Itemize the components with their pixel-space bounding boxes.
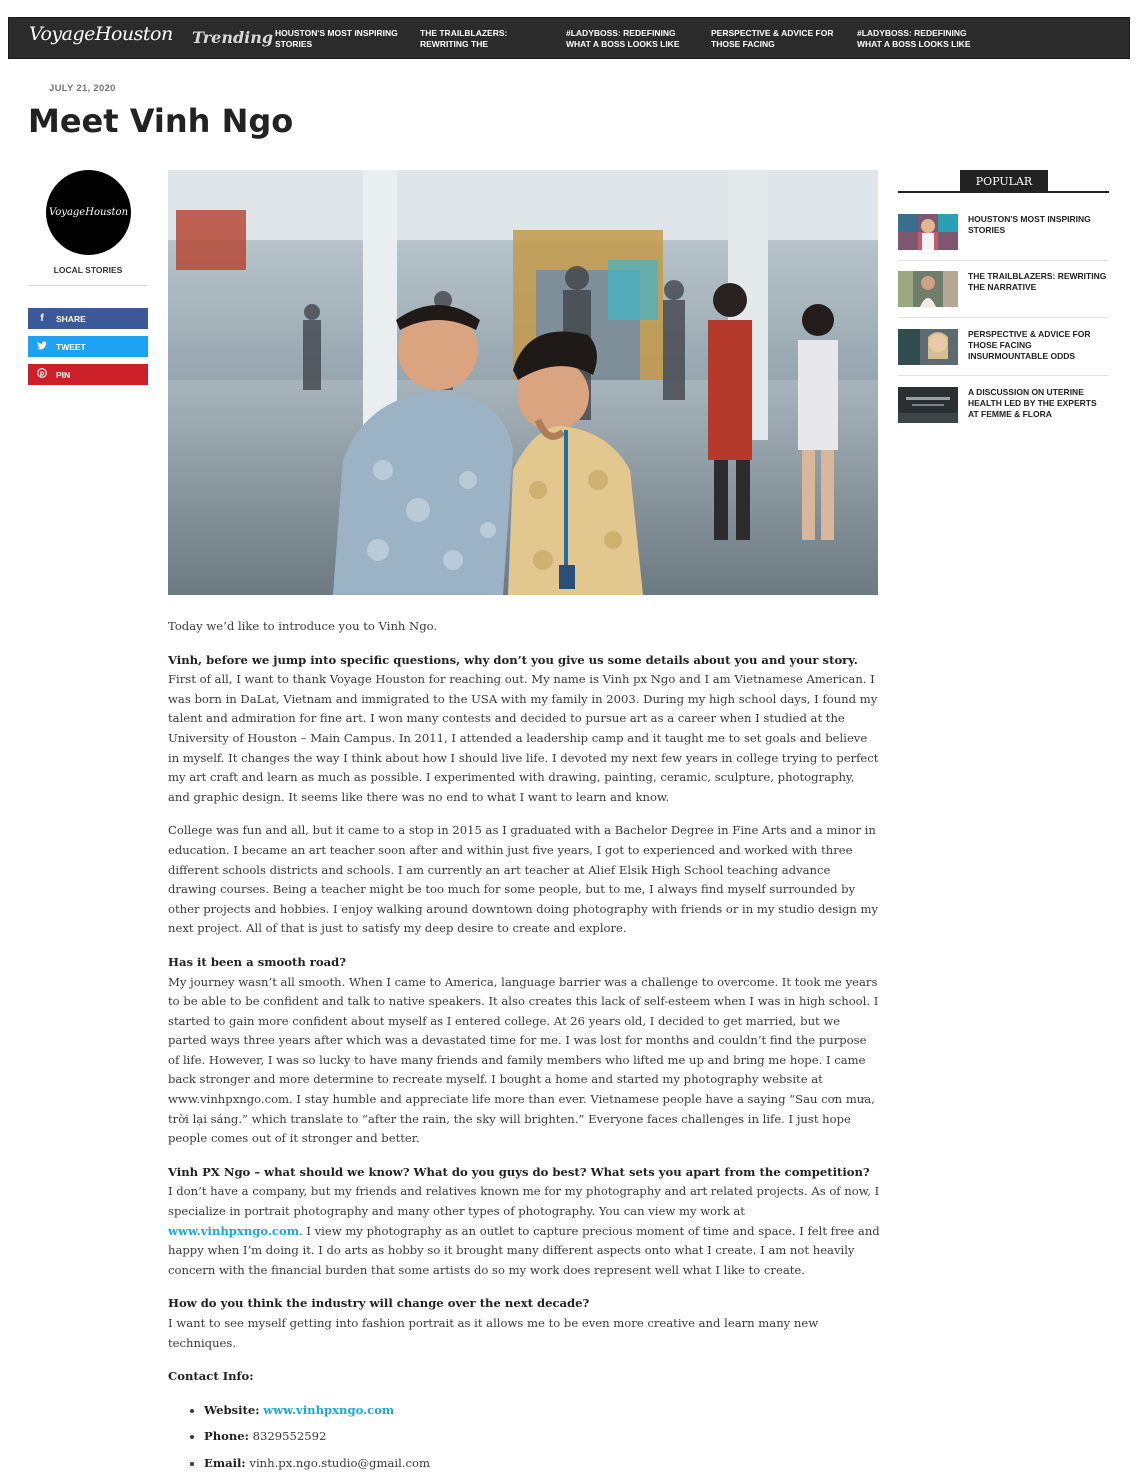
contact-email-value: vinh.px.ngo.studio@gmail.com (249, 1455, 430, 1470)
local-stories-label[interactable]: LOCAL STORIES (53, 265, 123, 275)
site-logo[interactable]: VoyageHouston (29, 23, 173, 45)
article-body (168, 617, 880, 1481)
question-4: How do you think the industry will change over the next decade? (168, 1296, 590, 1311)
trending-item-1[interactable]: HOUSTON'S MOST INSPIRING STORIES (275, 28, 398, 49)
popular-thumb-1[interactable] (898, 214, 958, 250)
contact-phone (204, 1427, 880, 1447)
trending-bar (8, 17, 1130, 59)
divider (28, 285, 148, 286)
answer-1: First of all, I want to thank Voyage Houston for reaching out. My name is Vinh px Ngo and I am Vietnamese American. I was born in DaLat, Vietnam and immigrated to the USA with my family in 2003. During my high school days, I found my talent and admiration for fine art. I won many contests and decided to pursue art as a career when I studied at the University of Houston – Main Campus. In 2011, I attended a leadership camp and it taught me to set goals and believe in myself. It changes the way I think about how I should live life. I devoted my next few years in college trying to perfect my art craft and learn as much as possible. I experimented with drawing, painting, ceramic, sculpture, photography, and graphic design. It seems like there was no end to what I want to learn and know. (168, 672, 879, 804)
contact-email-label: Email: (204, 1455, 246, 1470)
contact-phone-value: 8329552592 (252, 1429, 327, 1444)
popular-item-3[interactable] (898, 329, 1109, 379)
article-date: JULY 21, 2020 (49, 83, 116, 94)
article-section-4 (168, 1294, 880, 1353)
answer-2: My journey wasn’t all smooth. When I came to America, language barrier was a challenge to overcome. It took me years to be able to be confident and talk to native speakers. It also creates this lack of self-esteem when I was in high school. I started to gain more confident about myself as I entered college. At 26 years old, I decided to get married, but we parted ways three years after which was a devastated time for me. I was lost for months and couldn’t find the purpose of life. However, I was so lucky to have many friends and family members who lifted me up and bring me hope. I came back stronger and more determine to recreate myself. I bought a home and started my photography website at www.vinhpxngo.com. I stay humble and appreciate life more than ever. Vietnamese people have a saying “Sau cơn mưa, trời lại sáng.” which translate to “after the rain, the sky will brighten.” Everyone faces challenges in life. I just hope people comes out of it stronger and better. (168, 974, 879, 1146)
pinterest-pin-button[interactable] (28, 364, 148, 385)
popular-thumb-2[interactable] (898, 271, 958, 307)
pin-label: PIN (56, 369, 71, 380)
divider (898, 375, 1109, 376)
divider (898, 317, 1109, 318)
facebook-icon: f (40, 313, 44, 324)
avatar-logo-text: VoyageHouston (48, 207, 129, 218)
hero-photo (168, 170, 878, 595)
trending-label: Trending (192, 28, 274, 47)
question-3: Vinh PX Ngo – what should we know? What do you guys do best? What sets you apart from the competition? (168, 1164, 870, 1179)
popular-title-2[interactable]: THE TRAILBLAZERS: REWRITING THE NARRATIVE (968, 271, 1107, 292)
popular-item-2[interactable] (898, 271, 1109, 321)
divider (898, 260, 1109, 261)
trending-item-2[interactable]: THE TRAILBLAZERS: REWRITING THE (420, 28, 508, 49)
facebook-share-button[interactable] (28, 308, 148, 329)
answer-4: I want to see myself getting into fashion portrait as it allows me to be even more creative and learn many new techniques. (168, 1316, 819, 1350)
popular-thumb-4[interactable] (898, 387, 958, 423)
article-section-1 (168, 651, 880, 808)
trending-item-4[interactable]: PERSPECTIVE & ADVICE FOR THOSE FACING (711, 28, 834, 49)
contact-phone-label: Phone: (204, 1429, 249, 1444)
question-1: Vinh, before we jump into specific questions, why don’t you give us some details about you and your story. (168, 652, 858, 667)
trending-item-3[interactable]: #LADYBOSS: REDEFINING WHAT A BOSS LOOKS LIKE (566, 28, 680, 49)
contact-list (186, 1401, 880, 1474)
share-label: SHARE (56, 313, 86, 324)
contact-email (204, 1454, 880, 1474)
answer-1b: College was fun and all, but it came to a stop in 2015 as I graduated with a Bachelor Degree in Fine Arts and a minor in education. I became an art teacher soon after and within just five years, I got to experienced and worked with three different schools districts and schools. I am currently an art teacher at Alief Elsik High School teaching advance drawing courses. Being a teacher might be too much for some people, but to me, I always find myself surrounded by other projects and hobbies. I enjoy walking around downtown doing photography with friends or in my studio design my next project. All of that is just to satisfy my deep desire to create and explore. (168, 823, 879, 936)
popular-item-4[interactable] (898, 387, 1109, 437)
article-title: Meet Vinh Ngo (28, 102, 294, 140)
contact-website-label: Website: (204, 1402, 260, 1417)
popular-item-1[interactable] (898, 214, 1109, 264)
tweet-label: TWEET (56, 341, 86, 352)
popular-title-4[interactable]: A DISCUSSION ON UTERINE HEALTH LED BY THE EXPERTS AT FEMME & FLORA (968, 387, 1097, 419)
popular-title-3[interactable]: PERSPECTIVE & ADVICE FOR THOSE FACING INSURMOUNTABLE ODDS (968, 329, 1091, 361)
popular-thumb-3[interactable] (898, 329, 958, 365)
contact-website-link[interactable]: www.vinhpxngo.com (263, 1402, 395, 1417)
pinterest-icon (28, 368, 56, 381)
trending-item-5[interactable]: #LADYBOSS: REDEFINING WHAT A BOSS LOOKS LIKE (857, 28, 971, 49)
svg-text:p: p (39, 370, 45, 378)
author-avatar[interactable] (46, 170, 131, 255)
answer-3-pre: I don’t have a company, but my friends and relatives known me for my photography and art related projects. As of now, I specialize in portrait photography and many other types of photography. You can view my work at (168, 1184, 880, 1219)
twitter-tweet-button[interactable] (28, 336, 148, 357)
article-section-2 (168, 953, 880, 1149)
article-section-3 (168, 1163, 880, 1281)
website-link[interactable]: www.vinhpxngo.com (168, 1223, 299, 1238)
popular-title-1[interactable]: HOUSTON'S MOST INSPIRING STORIES (968, 214, 1091, 235)
question-2: Has it been a smooth road? (168, 954, 347, 969)
popular-heading: POPULAR (960, 170, 1048, 192)
answer-3-post: . I view my photography as an outlet to capture precious moment of time and space. I felt free and happy when I’m doing it. I do arts as hobby so it brought many different aspects onto what I create. I am not heavily concern with the financial burden that some artists do so my work does represent well what I like to create. (168, 1223, 880, 1277)
contact-website (204, 1401, 880, 1421)
twitter-icon (28, 341, 56, 353)
article-intro: Today we’d like to introduce you to Vinh Ngo. (168, 619, 438, 633)
contact-info-label: Contact Info: (168, 1369, 254, 1384)
